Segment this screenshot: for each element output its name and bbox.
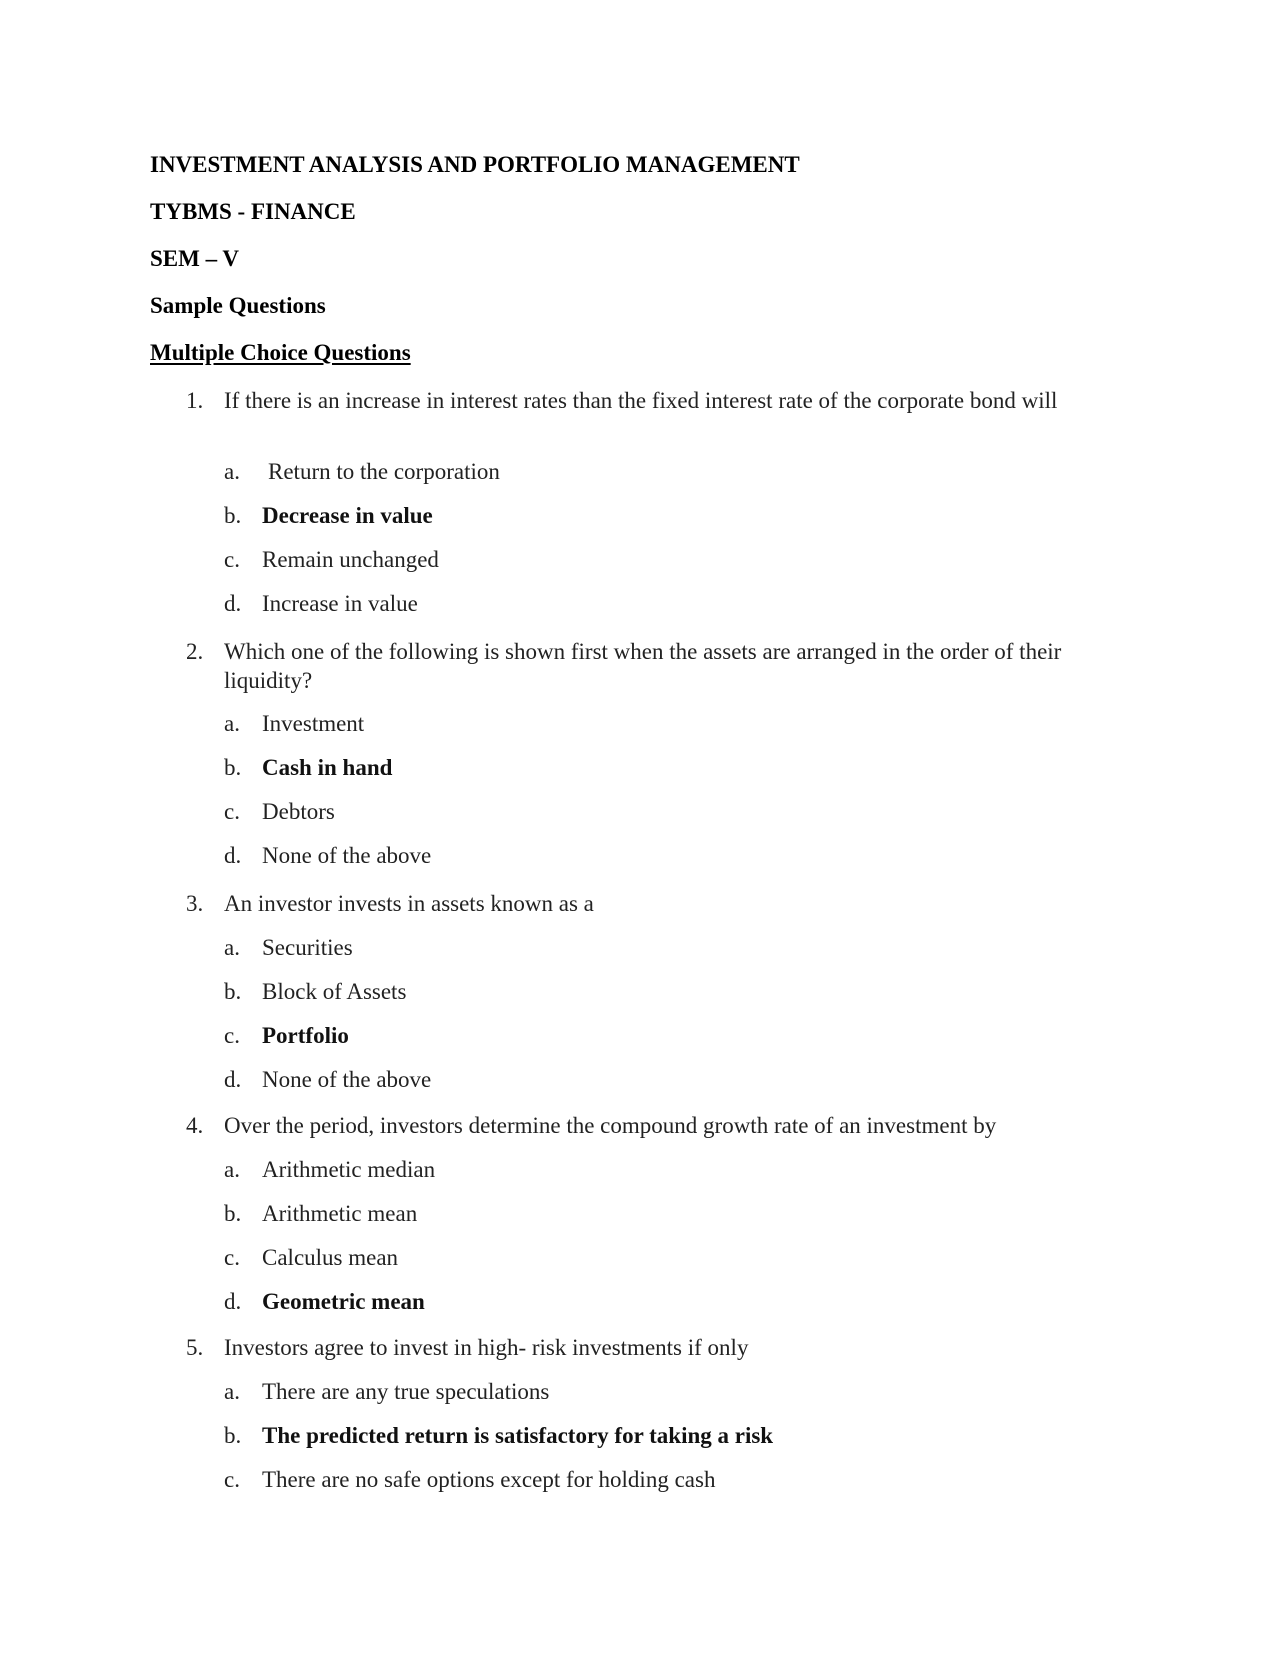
option-text: Calculus mean	[262, 1245, 399, 1270]
option-letter: a.	[224, 935, 240, 960]
option-letter: b.	[224, 979, 242, 1004]
option-text: Return to the corporation	[268, 459, 500, 484]
question-number: 4.	[186, 1113, 204, 1138]
option-letter: d.	[224, 1289, 242, 1314]
option-text: The predicted return is satisfactory for taking a risk	[262, 1423, 774, 1448]
question-number: 2.	[186, 639, 204, 664]
question-number: 1.	[186, 388, 204, 413]
question-4	[186, 1111, 1096, 1140]
option-text: Securities	[262, 935, 353, 960]
option-text: None of the above	[262, 1067, 432, 1092]
option-letter: a.	[224, 459, 240, 484]
question-2	[186, 637, 1096, 695]
question-text: Which one of the following is shown first when the assets are arranged in the order of their liquidity?	[224, 639, 1062, 693]
question-text: Over the period, investors determine the compound growth rate of an investment by	[224, 1113, 997, 1138]
option-letter: b.	[224, 503, 242, 528]
option-letter: c.	[224, 799, 240, 824]
question-text: An investor invests in assets known as a	[224, 891, 594, 916]
option-text: Arithmetic mean	[262, 1201, 418, 1226]
option-letter: d.	[224, 843, 242, 868]
option-text: Increase in value	[262, 591, 418, 616]
option-letter: c.	[224, 547, 240, 572]
option-text: None of the above	[262, 843, 432, 868]
question-1	[186, 386, 1096, 415]
question-text: Investors agree to invest in high- risk investments if only	[224, 1335, 749, 1360]
course-name: TYBMS - FINANCE	[150, 199, 356, 224]
option-letter: a.	[224, 1379, 240, 1404]
semester-label: SEM – V	[150, 246, 240, 271]
option-letter: b.	[224, 755, 242, 780]
option-letter: d.	[224, 1067, 242, 1092]
question-5	[186, 1333, 1096, 1362]
question-number: 5.	[186, 1335, 204, 1360]
question-3	[186, 889, 1096, 918]
option-text: There are any true speculations	[262, 1379, 550, 1404]
option-letter: a.	[224, 1157, 240, 1182]
option-letter: b.	[224, 1201, 242, 1226]
option-text: Remain unchanged	[262, 547, 439, 572]
document-title: INVESTMENT ANALYSIS AND PORTFOLIO MANAGEMENT	[150, 152, 800, 177]
option-text: Portfolio	[262, 1023, 349, 1048]
option-text: Investment	[262, 711, 365, 736]
option-text: Arithmetic median	[262, 1157, 436, 1182]
option-letter: c.	[224, 1467, 240, 1492]
subtitle: Sample Questions	[150, 293, 326, 318]
option-letter: a.	[224, 711, 240, 736]
section-heading: Multiple Choice Questions	[150, 340, 411, 365]
option-letter: d.	[224, 591, 242, 616]
option-letter: c.	[224, 1023, 240, 1048]
option-text: Block of Assets	[262, 979, 407, 1004]
option-text: Cash in hand	[262, 755, 393, 780]
option-text: Geometric mean	[262, 1289, 425, 1314]
option-text: There are no safe options except for holding cash	[262, 1467, 716, 1492]
question-number: 3.	[186, 891, 204, 916]
option-letter: c.	[224, 1245, 240, 1270]
option-letter: b.	[224, 1423, 242, 1448]
option-text: Decrease in value	[262, 503, 433, 528]
question-text: If there is an increase in interest rates than the fixed interest rate of the corporate bond will	[224, 388, 1058, 413]
option-text: Debtors	[262, 799, 335, 824]
